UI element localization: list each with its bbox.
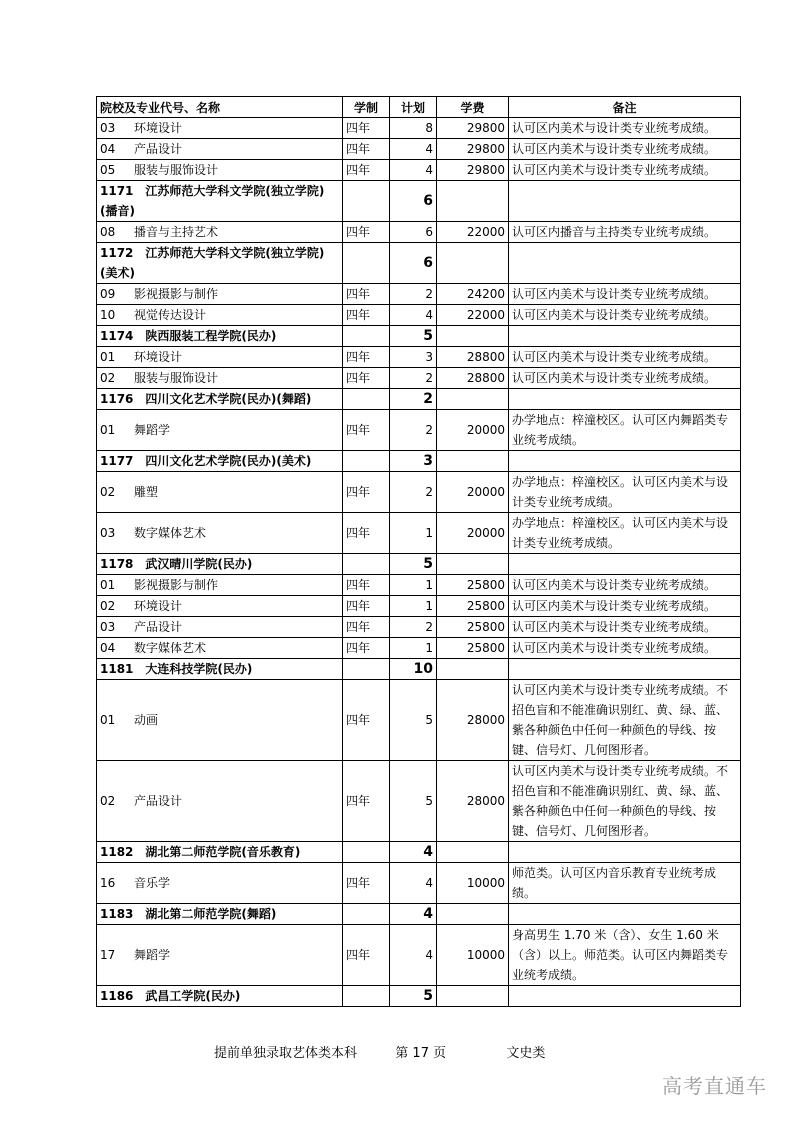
major-code: 03 bbox=[100, 121, 116, 135]
major-name: 产品设计 bbox=[134, 794, 183, 808]
institution-name: 1171 江苏师范大学科文学院(独立学院)(播音) bbox=[97, 181, 343, 222]
major-row bbox=[97, 368, 741, 389]
major-plan: 2 bbox=[390, 472, 437, 513]
major-row bbox=[97, 222, 741, 243]
major-note: 认可区内美术与设计类专业统考成绩。 bbox=[509, 139, 741, 160]
watermark-text: 高考直通车 bbox=[662, 1074, 767, 1098]
major-cell bbox=[97, 617, 343, 638]
header-name: 院校及专业代号、名称 bbox=[97, 97, 343, 118]
major-cell bbox=[97, 575, 343, 596]
table-body bbox=[97, 118, 741, 1007]
major-cell bbox=[97, 863, 343, 904]
major-code: 04 bbox=[100, 641, 116, 655]
major-length: 四年 bbox=[343, 575, 390, 596]
major-plan: 6 bbox=[390, 222, 437, 243]
institution-name: 1186 武昌工学院(民办) bbox=[97, 986, 343, 1007]
major-name: 舞蹈学 bbox=[134, 423, 171, 437]
institution-fee-cell bbox=[437, 243, 509, 284]
major-length: 四年 bbox=[343, 638, 390, 659]
major-cell bbox=[97, 680, 343, 761]
institution-length-cell bbox=[343, 659, 390, 680]
institution-row bbox=[97, 326, 741, 347]
major-plan: 2 bbox=[390, 410, 437, 451]
major-row bbox=[97, 160, 741, 181]
major-name: 数字媒体艺术 bbox=[134, 641, 207, 655]
institution-fee-cell bbox=[437, 554, 509, 575]
major-name: 数字媒体艺术 bbox=[134, 526, 207, 540]
institution-name: 1174 陕西服装工程学院(民办) bbox=[97, 326, 343, 347]
major-plan: 1 bbox=[390, 638, 437, 659]
major-plan: 1 bbox=[390, 513, 437, 554]
major-row bbox=[97, 925, 741, 986]
major-code: 04 bbox=[100, 142, 116, 156]
institution-name: 1182 湖北第二师范学院(音乐教育) bbox=[97, 842, 343, 863]
major-row bbox=[97, 472, 741, 513]
major-plan: 4 bbox=[390, 863, 437, 904]
major-length: 四年 bbox=[343, 347, 390, 368]
institution-plan: 4 bbox=[390, 904, 437, 925]
major-row bbox=[97, 617, 741, 638]
major-plan: 3 bbox=[390, 347, 437, 368]
institution-length-cell bbox=[343, 986, 390, 1007]
major-plan: 4 bbox=[390, 139, 437, 160]
major-note: 认可区内美术与设计类专业统考成绩。 bbox=[509, 575, 741, 596]
major-name: 环境设计 bbox=[134, 121, 183, 135]
major-code: 02 bbox=[100, 794, 116, 808]
major-name: 播音与主持艺术 bbox=[134, 225, 219, 239]
major-fee: 29800 bbox=[437, 160, 509, 181]
major-plan: 8 bbox=[390, 118, 437, 139]
major-code: 02 bbox=[100, 371, 116, 385]
institution-row bbox=[97, 986, 741, 1007]
major-cell bbox=[97, 925, 343, 986]
major-code: 01 bbox=[100, 578, 116, 592]
major-row bbox=[97, 118, 741, 139]
major-cell bbox=[97, 118, 343, 139]
major-cell bbox=[97, 761, 343, 842]
major-name: 动画 bbox=[134, 713, 159, 727]
institution-length-cell bbox=[343, 243, 390, 284]
institution-plan: 4 bbox=[390, 842, 437, 863]
major-length: 四年 bbox=[343, 305, 390, 326]
major-code: 03 bbox=[100, 526, 116, 540]
institution-row bbox=[97, 181, 741, 222]
major-cell bbox=[97, 284, 343, 305]
major-code: 05 bbox=[100, 163, 116, 177]
header-fee: 学费 bbox=[437, 97, 509, 118]
major-note: 认可区内美术与设计类专业统考成绩。 bbox=[509, 118, 741, 139]
footer-track: 文史类 bbox=[506, 1046, 546, 1061]
major-note: 认可区内美术与设计类专业统考成绩。不招色盲和不能准确识别红、黄、绿、蓝、紫各种颜色中任何一种颜色的导线、按键、信号灯、几何图形者。 bbox=[509, 761, 741, 842]
major-code: 08 bbox=[100, 225, 116, 239]
institution-plan: 6 bbox=[390, 243, 437, 284]
major-length: 四年 bbox=[343, 472, 390, 513]
institution-name: 1177 四川文化艺术学院(民办)(美术) bbox=[97, 451, 343, 472]
institution-note-cell bbox=[509, 326, 741, 347]
institution-plan: 6 bbox=[390, 181, 437, 222]
major-length: 四年 bbox=[343, 513, 390, 554]
institution-plan: 10 bbox=[390, 659, 437, 680]
institution-plan: 3 bbox=[390, 451, 437, 472]
major-length: 四年 bbox=[343, 761, 390, 842]
major-fee: 20000 bbox=[437, 513, 509, 554]
institution-fee-cell bbox=[437, 904, 509, 925]
major-name: 视觉传达设计 bbox=[134, 308, 207, 322]
major-fee: 25800 bbox=[437, 617, 509, 638]
major-fee: 20000 bbox=[437, 472, 509, 513]
major-length: 四年 bbox=[343, 118, 390, 139]
major-fee: 28000 bbox=[437, 761, 509, 842]
major-length: 四年 bbox=[343, 680, 390, 761]
major-fee: 28800 bbox=[437, 347, 509, 368]
major-cell bbox=[97, 513, 343, 554]
major-name: 音乐学 bbox=[134, 876, 171, 890]
major-plan: 4 bbox=[390, 305, 437, 326]
institution-length-cell bbox=[343, 842, 390, 863]
institution-row bbox=[97, 842, 741, 863]
major-note: 认可区内美术与设计类专业统考成绩。不招色盲和不能准确识别红、黄、绿、蓝、紫各种颜色中任何一种颜色的导线、按键、信号灯、几何图形者。 bbox=[509, 680, 741, 761]
institution-row bbox=[97, 554, 741, 575]
institution-plan: 5 bbox=[390, 986, 437, 1007]
major-fee: 10000 bbox=[437, 863, 509, 904]
institution-name: 1181 大连科技学院(民办) bbox=[97, 659, 343, 680]
major-note: 认可区内美术与设计类专业统考成绩。 bbox=[509, 368, 741, 389]
major-plan: 4 bbox=[390, 925, 437, 986]
major-code: 16 bbox=[100, 876, 116, 890]
major-length: 四年 bbox=[343, 596, 390, 617]
major-note: 认可区内播音与主持类专业统考成绩。 bbox=[509, 222, 741, 243]
major-note: 认可区内美术与设计类专业统考成绩。 bbox=[509, 617, 741, 638]
major-row bbox=[97, 410, 741, 451]
institution-name: 1176 四川文化艺术学院(民办)(舞蹈) bbox=[97, 389, 343, 410]
institution-note-cell bbox=[509, 554, 741, 575]
major-row bbox=[97, 575, 741, 596]
major-row bbox=[97, 596, 741, 617]
major-fee: 22000 bbox=[437, 222, 509, 243]
major-code: 02 bbox=[100, 599, 116, 613]
major-name: 影视摄影与制作 bbox=[134, 578, 219, 592]
major-length: 四年 bbox=[343, 410, 390, 451]
major-cell bbox=[97, 139, 343, 160]
major-plan: 5 bbox=[390, 680, 437, 761]
major-plan: 2 bbox=[390, 284, 437, 305]
major-length: 四年 bbox=[343, 617, 390, 638]
major-cell bbox=[97, 368, 343, 389]
major-note: 办学地点：梓潼校区。认可区内美术与设计类专业统考成绩。 bbox=[509, 472, 741, 513]
major-fee: 25800 bbox=[437, 596, 509, 617]
major-plan: 2 bbox=[390, 368, 437, 389]
major-name: 产品设计 bbox=[134, 620, 183, 634]
major-length: 四年 bbox=[343, 284, 390, 305]
major-fee: 25800 bbox=[437, 638, 509, 659]
institution-row bbox=[97, 389, 741, 410]
institution-note-cell bbox=[509, 451, 741, 472]
institution-row bbox=[97, 451, 741, 472]
admission-plan-table bbox=[96, 96, 741, 1007]
institution-note-cell bbox=[509, 904, 741, 925]
institution-fee-cell bbox=[437, 842, 509, 863]
major-note: 认可区内美术与设计类专业统考成绩。 bbox=[509, 160, 741, 181]
institution-fee-cell bbox=[437, 986, 509, 1007]
major-note: 师范类。认可区内音乐教育专业统考成绩。 bbox=[509, 863, 741, 904]
institution-length-cell bbox=[343, 904, 390, 925]
major-cell bbox=[97, 160, 343, 181]
major-plan: 4 bbox=[390, 160, 437, 181]
major-length: 四年 bbox=[343, 863, 390, 904]
major-code: 01 bbox=[100, 713, 116, 727]
institution-length-cell bbox=[343, 554, 390, 575]
major-length: 四年 bbox=[343, 925, 390, 986]
major-cell bbox=[97, 305, 343, 326]
institution-plan: 2 bbox=[390, 389, 437, 410]
major-cell bbox=[97, 596, 343, 617]
major-row bbox=[97, 761, 741, 842]
major-row bbox=[97, 305, 741, 326]
institution-length-cell bbox=[343, 326, 390, 347]
major-fee: 24200 bbox=[437, 284, 509, 305]
page-footer bbox=[214, 1042, 545, 1061]
major-name: 环境设计 bbox=[134, 599, 183, 613]
footer-page-number: 第 17 页 bbox=[395, 1046, 447, 1061]
major-name: 产品设计 bbox=[134, 142, 183, 156]
major-row bbox=[97, 284, 741, 305]
major-row bbox=[97, 513, 741, 554]
major-length: 四年 bbox=[343, 222, 390, 243]
major-plan: 2 bbox=[390, 617, 437, 638]
major-length: 四年 bbox=[343, 139, 390, 160]
major-note: 办学地点：梓潼校区。认可区内舞蹈类专业统考成绩。 bbox=[509, 410, 741, 451]
institution-plan: 5 bbox=[390, 554, 437, 575]
major-cell bbox=[97, 638, 343, 659]
major-length: 四年 bbox=[343, 368, 390, 389]
institution-row bbox=[97, 243, 741, 284]
major-plan: 1 bbox=[390, 596, 437, 617]
major-note: 认可区内美术与设计类专业统考成绩。 bbox=[509, 347, 741, 368]
major-cell bbox=[97, 410, 343, 451]
major-row bbox=[97, 638, 741, 659]
major-cell bbox=[97, 347, 343, 368]
major-name: 服装与服饰设计 bbox=[134, 163, 219, 177]
major-cell bbox=[97, 222, 343, 243]
institution-row bbox=[97, 659, 741, 680]
major-code: 01 bbox=[100, 350, 116, 364]
major-fee: 20000 bbox=[437, 410, 509, 451]
institution-note-cell bbox=[509, 389, 741, 410]
footer-category: 提前单独录取艺体类本科 bbox=[214, 1046, 358, 1061]
major-fee: 22000 bbox=[437, 305, 509, 326]
major-fee: 25800 bbox=[437, 575, 509, 596]
major-row bbox=[97, 863, 741, 904]
major-row bbox=[97, 347, 741, 368]
major-name: 舞蹈学 bbox=[134, 948, 171, 962]
major-fee: 10000 bbox=[437, 925, 509, 986]
major-plan: 1 bbox=[390, 575, 437, 596]
institution-note-cell bbox=[509, 842, 741, 863]
major-fee: 28800 bbox=[437, 368, 509, 389]
institution-note-cell bbox=[509, 243, 741, 284]
major-fee: 29800 bbox=[437, 139, 509, 160]
major-note: 认可区内美术与设计类专业统考成绩。 bbox=[509, 305, 741, 326]
institution-note-cell bbox=[509, 659, 741, 680]
major-code: 03 bbox=[100, 620, 116, 634]
major-row bbox=[97, 139, 741, 160]
institution-length-cell bbox=[343, 451, 390, 472]
header-plan: 计划 bbox=[390, 97, 437, 118]
major-name: 服装与服饰设计 bbox=[134, 371, 219, 385]
institution-fee-cell bbox=[437, 451, 509, 472]
major-plan: 5 bbox=[390, 761, 437, 842]
major-code: 01 bbox=[100, 423, 116, 437]
major-code: 10 bbox=[100, 308, 116, 322]
institution-fee-cell bbox=[437, 326, 509, 347]
major-name: 环境设计 bbox=[134, 350, 183, 364]
major-note: 认可区内美术与设计类专业统考成绩。 bbox=[509, 638, 741, 659]
major-note: 办学地点：梓潼校区。认可区内美术与设计类专业统考成绩。 bbox=[509, 513, 741, 554]
major-name: 雕塑 bbox=[134, 485, 159, 499]
major-code: 02 bbox=[100, 485, 116, 499]
major-cell bbox=[97, 472, 343, 513]
institution-fee-cell bbox=[437, 389, 509, 410]
major-note: 认可区内美术与设计类专业统考成绩。 bbox=[509, 284, 741, 305]
major-length: 四年 bbox=[343, 160, 390, 181]
institution-name: 1183 湖北第二师范学院(舞蹈) bbox=[97, 904, 343, 925]
major-name: 影视摄影与制作 bbox=[134, 287, 219, 301]
major-note: 身高男生 1.70 米（含）、女生 1.60 米（含）以上。师范类。认可区内舞蹈类专业统考成绩。 bbox=[509, 925, 741, 986]
major-fee: 28000 bbox=[437, 680, 509, 761]
header-length: 学制 bbox=[343, 97, 390, 118]
major-row bbox=[97, 680, 741, 761]
institution-plan: 5 bbox=[390, 326, 437, 347]
institution-name: 1172 江苏师范大学科文学院(独立学院)(美术) bbox=[97, 243, 343, 284]
institution-fee-cell bbox=[437, 659, 509, 680]
institution-length-cell bbox=[343, 389, 390, 410]
major-note: 认可区内美术与设计类专业统考成绩。 bbox=[509, 596, 741, 617]
institution-length-cell bbox=[343, 181, 390, 222]
institution-row bbox=[97, 904, 741, 925]
major-code: 17 bbox=[100, 948, 116, 962]
institution-fee-cell bbox=[437, 181, 509, 222]
major-code: 09 bbox=[100, 287, 116, 301]
header-note: 备注 bbox=[509, 97, 741, 118]
institution-note-cell bbox=[509, 181, 741, 222]
institution-name: 1178 武汉晴川学院(民办) bbox=[97, 554, 343, 575]
major-fee: 29800 bbox=[437, 118, 509, 139]
table-header-row bbox=[97, 97, 741, 118]
institution-note-cell bbox=[509, 986, 741, 1007]
